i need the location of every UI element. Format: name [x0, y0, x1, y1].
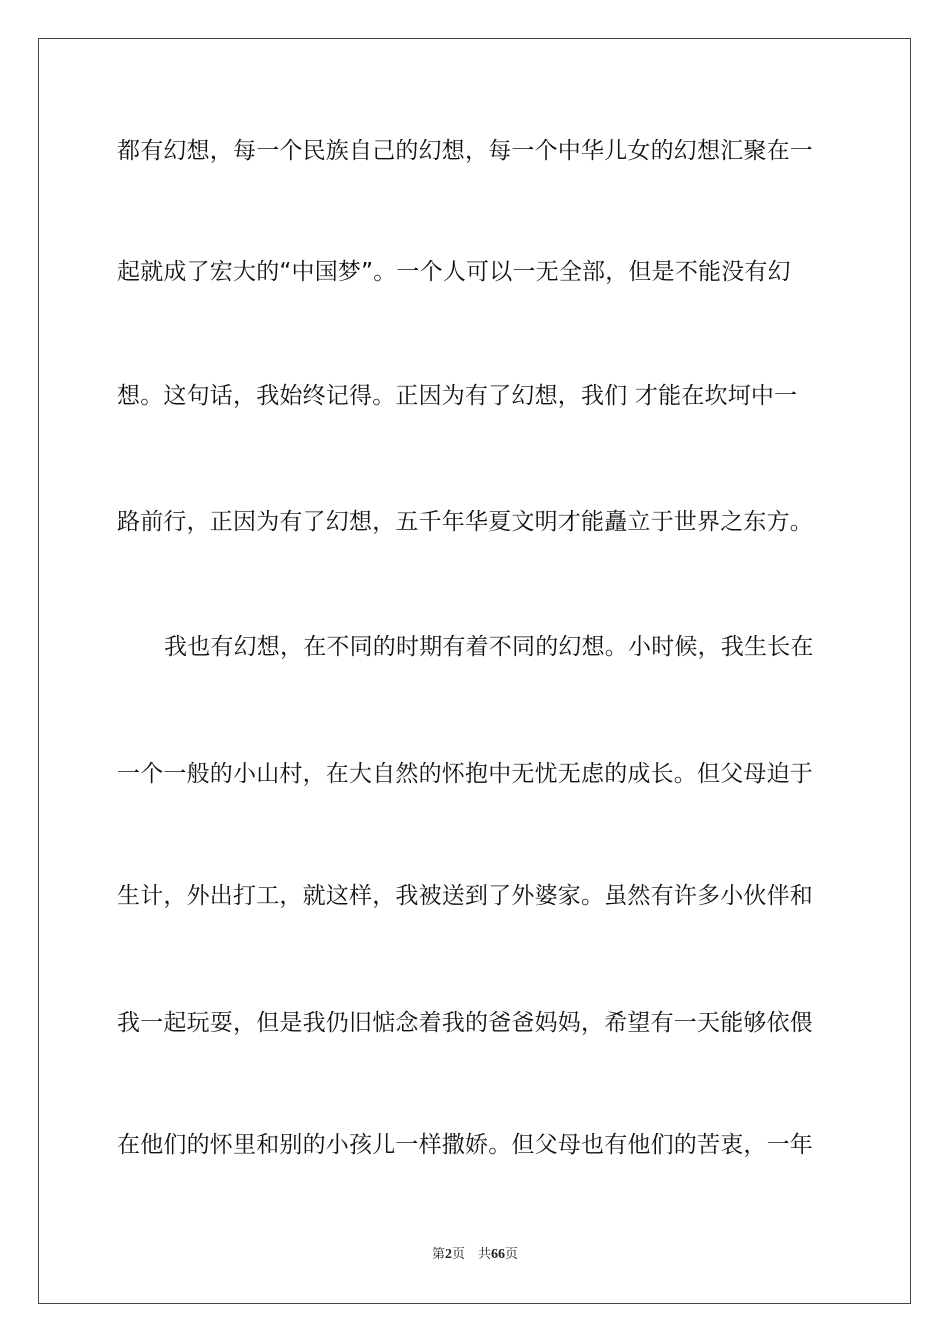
text-line-5-paragraph-start: 我也有幻想，在不同的时期有着不同的幻想。小时候，我生长在: [164, 634, 814, 660]
footer-total-pages: 66: [491, 1247, 505, 1262]
text-line-3: 想。这句话，我始终记得。正因为有了幻想，我们 才能在坎坷中一: [117, 383, 798, 409]
text-line-2: 起就成了宏大的“中国梦”。一个人可以一无全部，但是不能没有幻: [117, 259, 791, 285]
text-line-6: 一个一般的小山村，在大自然的怀抱中无忧无虑的成长。但父母迫于: [117, 761, 813, 787]
text-line-8: 我一起玩耍，但是我仍旧惦念着我的爸爸妈妈，希望有一天能够依偎: [117, 1010, 813, 1036]
footer-mid: 页 共: [451, 1247, 491, 1262]
text-line-1: 都有幻想，每一个民族自己的幻想，每一个中华儿女的幻想汇聚在一: [117, 138, 813, 164]
page-border: [38, 38, 911, 1304]
text-line-7: 生计，外出打工，就这样，我被送到了外婆家。虽然有许多小伙伴和: [117, 883, 813, 909]
text-line-4: 路前行，正因为有了幻想，五千年华夏文明才能矗立于世界之东方。: [117, 509, 813, 535]
footer-suffix: 页: [505, 1247, 519, 1262]
text-line-9: 在他们的怀里和别的小孩儿一样撒娇。但父母也有他们的苦衷，一年: [117, 1132, 813, 1158]
footer-page-number: 2: [444, 1247, 452, 1262]
footer-prefix: 第: [431, 1247, 445, 1262]
page-footer: [0, 1243, 950, 1263]
